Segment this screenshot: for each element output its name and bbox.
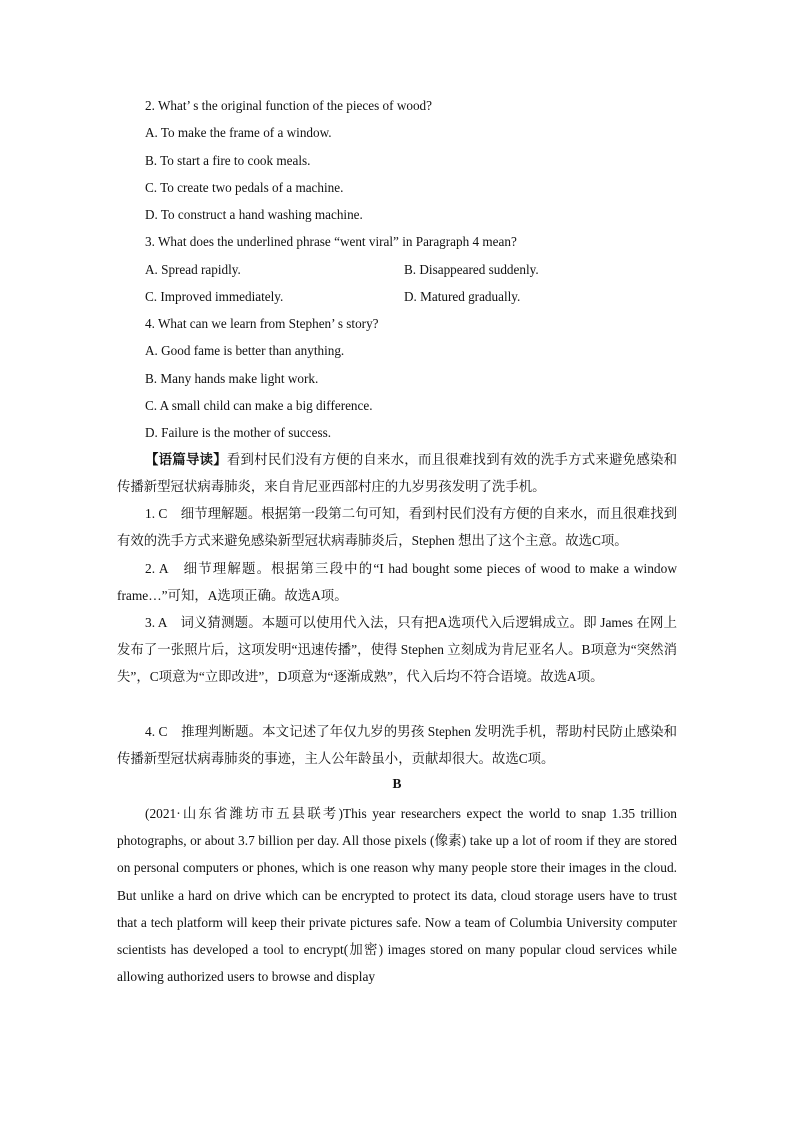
question-3-option-b: B. Disappeared suddenly. bbox=[404, 262, 539, 277]
section-b-passage bbox=[117, 800, 677, 990]
question-2-stem: 2. What’ s the original function of the pieces of wood? bbox=[145, 98, 432, 113]
question-4-option-c: C. A small child can make a big difference. bbox=[145, 398, 373, 413]
question-2-option-a: A. To make the frame of a window. bbox=[145, 125, 332, 140]
guide-text: 看到村民们没有方便的自来水，而且很难找到有效的洗手方式来避免感染和传播新型冠状病毒肺炎，来自肯尼亚西部村庄的九岁男孩发明了洗手机。 bbox=[117, 452, 678, 495]
question-4-stem: 4. What can we learn from Stephen’ s story? bbox=[145, 316, 379, 331]
answer-4 bbox=[117, 718, 677, 772]
question-4-option-d: D. Failure is the mother of success. bbox=[145, 425, 332, 440]
answer-3-text: 3. A 词义猜测题。本题可以使用代入法，只有把A选项代入后逻辑成立。即 James 在网上发布了一张照片后，这项发明“迅速传播”，使得 Stephen 立刻成为肯尼亚名人。B项意为“突然消失”，C项意为“立即改进”，D项意为“逐渐成熟”，代入后均不符合语境。故选A项。 bbox=[117, 615, 677, 685]
guide-label: 【语篇导读】 bbox=[145, 452, 227, 467]
question-3-option-c: C. Improved immediately. bbox=[145, 289, 284, 304]
question-4-option-a: A. Good fame is better than anything. bbox=[145, 343, 345, 358]
question-2-option-d: D. To construct a hand washing machine. bbox=[145, 207, 363, 222]
answer-2-text: 2. A 细节理解题。根据第三段中的“I had bought some pieces of wood to make a window frame…”可知，A选项正确。故选A项。 bbox=[117, 561, 677, 604]
section-b-passage-text: (2021·山东省潍坊市五县联考)This year researchers expect the world to snap 1.35 trillion photographs, or about 3.7 billion per day. All those pixels (像素) take up a lot of room if they are stored on personal computers or phones, which is one reason why many people store their images in the cloud. But unlike a hard on drive which can be encrypted to protect its data, cloud storage users have to trust that a tech platform will keep their private pictures safe. Now a team of Columbia University computer scientists has developed a tool to encrypt(加密) images stored on many popular cloud services while allowing authorized users to browse and display bbox=[117, 806, 677, 985]
answer-4-text: 4. C 推理判断题。本文记述了年仅九岁的男孩 Stephen 发明洗手机，帮助村民防止感染和传播新型冠状病毒肺炎的事迹，主人公年龄虽小，贡献却很大。故选C项。 bbox=[117, 724, 677, 767]
answer-1-text: 1. C 细节理解题。根据第一段第二句可知，看到村民们没有方便的自来水，而且很难找到有效的洗手方式来避免感染新型冠状病毒肺炎后，Stephen 想出了这个主意。故选C项。 bbox=[117, 506, 677, 549]
passage-guide bbox=[117, 446, 677, 500]
answer-3 bbox=[117, 609, 677, 691]
question-3-stem: 3. What does the underlined phrase “went viral” in Paragraph 4 mean? bbox=[145, 234, 517, 249]
question-3-option-a: A. Spread rapidly. bbox=[145, 262, 241, 277]
question-4-option-b: B. Many hands make light work. bbox=[145, 371, 319, 386]
answer-2 bbox=[117, 555, 677, 609]
section-b-heading: B bbox=[392, 776, 402, 791]
question-2-option-c: C. To create two pedals of a machine. bbox=[145, 180, 344, 195]
question-2-option-b: B. To start a fire to cook meals. bbox=[145, 153, 311, 168]
question-3-option-d: D. Matured gradually. bbox=[404, 289, 521, 304]
answer-1 bbox=[117, 500, 677, 554]
